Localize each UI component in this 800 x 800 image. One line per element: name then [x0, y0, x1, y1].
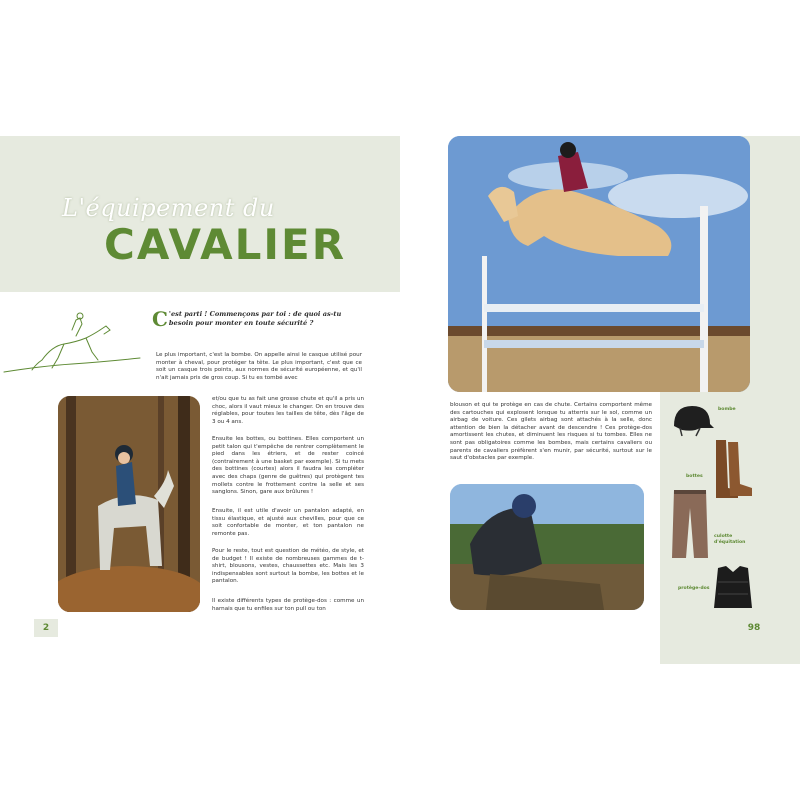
page-number-right: 98: [740, 619, 768, 637]
boots-icon: [712, 438, 754, 500]
intro-text: 'est parti ! Commençons par toi : de quoi as-tu besoin pour monter en toute sécurité ?: [168, 310, 342, 327]
right-page: [400, 136, 800, 664]
intro-paragraph: [152, 307, 364, 331]
page-number-left: 2: [34, 619, 58, 637]
jump-photo-art: [448, 136, 750, 392]
back-protector-icon: [712, 564, 754, 612]
boots-image: [712, 438, 754, 500]
left-page: [0, 136, 400, 664]
rider-sketch-illustration: [2, 308, 142, 382]
helmet-image: [670, 402, 714, 438]
title-line-2: CAVALIER: [104, 220, 347, 269]
helmet-icon: [670, 402, 714, 438]
paragraph-pants: Ensuite, il est utile d'avoir un pantalon adapté, en tissu élastique, et ajusté aux chevilles, pour que ce soit confortable de monter, et ton pantalon ne remonte pas.: [212, 508, 364, 537]
paragraph-helmet-cont: [212, 396, 364, 426]
paragraph-back-protector-cont: blouson et qui te protège en cas de chute. Certains comportent même des cartouches qui explosent lorsque tu atterris sur le sol, comme un airbag de voiture. Ces gilets airbag sont attachés à la selle, donc attention de bien la détacher avant de descendre ! Ces protège-dos amortissent les chutes, et diminuent les risques si tu tombes. Elles ne sont pas obligatoires comme les bombes, mais certains cavaliers ou parents de cavaliers préfèrent s'en munir, par sécurité, surtout sur le saut d'obstacles par exemple.: [450, 402, 652, 462]
photo-rider-back-protector: [450, 484, 644, 610]
photo-child-on-horse-forest: [58, 396, 200, 612]
forest-photo-art: [58, 396, 200, 612]
label-helmet: bombe: [718, 407, 736, 412]
back-protector-image: [712, 564, 754, 612]
paragraph-helmet-continued: et/ou que tu as fait une grosse chute et qu'il a pris un choc, alors il vaut mieux le changer. On en trouve des réglables, pour toutes les tailles de tête, dès l'âge de 3 ou 4 ans.: [212, 396, 364, 425]
breeches-icon: [670, 488, 710, 560]
paragraph-boots: Ensuite les bottes, ou bottines. Elles comportent un petit talon qui t'empêche de rentrer complètement le pied dans les étriers, et de rester coincé (contrairement à une basket par exemple). Si tu mets des bottines (courtes) alors il faudra les compléter avec des chaps (genre de guêtres) qui protègent tes mollets contre le frottement contre la selle et ses sanglons. Sinon, gare aux brûlures !: [212, 436, 364, 496]
label-boots: bottes: [686, 474, 703, 479]
label-breeches: culotte d'équitation: [714, 534, 746, 545]
label-back-protector: protège-dos: [678, 586, 710, 591]
title-banner: [0, 136, 400, 292]
photo-pony-jumping: [448, 136, 750, 392]
paragraph-back-protector: Il existe différents types de protège-dos : comme un harnais que tu enfiles sur ton pull ou ton: [212, 598, 364, 612]
breeches-image: [670, 488, 710, 560]
vest-photo-art: [450, 484, 644, 610]
book-spread: [0, 136, 800, 664]
paragraph-rest: Pour le reste, tout est question de météo, de style, et de budget ! Il existe de nombreuses gammes de t-shirt, blousons, vestes, chaussettes etc. Mais les 3 indispensables sont surtout la bombe, les bottes et le pantalon.: [212, 548, 364, 585]
intro-dropcap: C: [152, 307, 168, 331]
paragraph-helmet: Le plus important, c'est la bombe. On appelle ainsi le casque utilisé pour monter à cheval, pour protéger ta tête. Le plus important, c'est que ce soit un casque trois points, aux normes de sécurité européenne, et qu'il n'ait jamais pris de gros coup. Si tu es tombé avec: [156, 352, 362, 381]
title-line-1: L'équipement du: [62, 194, 275, 222]
